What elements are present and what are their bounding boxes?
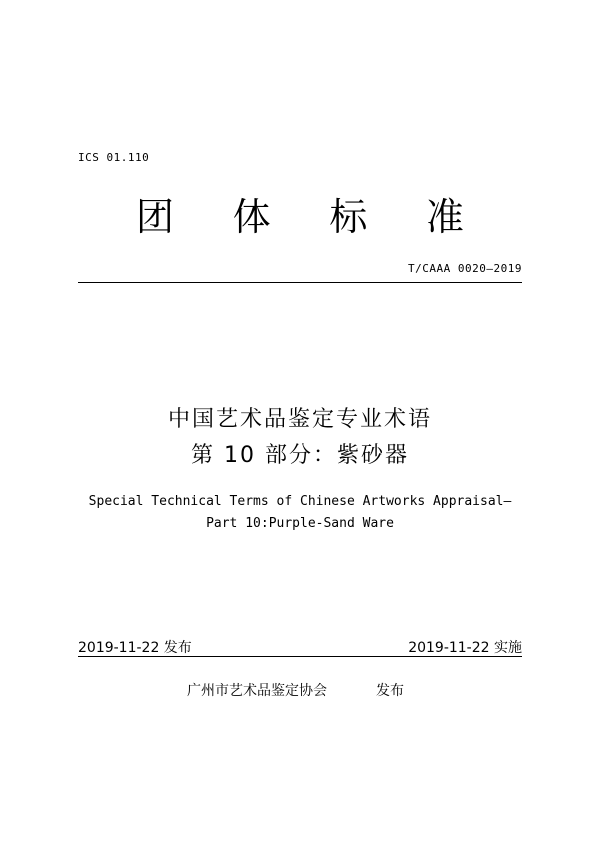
standard-number: T/CAAA 0020—2019 bbox=[408, 262, 522, 275]
implementation-date: 2019-11-22 实施 bbox=[408, 640, 522, 656]
english-title-line-1: Special Technical Terms of Chinese Artworks Appraisal— bbox=[88, 494, 512, 509]
standard-type-char: 体 bbox=[232, 195, 271, 239]
issue-date: 2019-11-22 发布 bbox=[78, 640, 192, 656]
chinese-title-line-2: 第 10 部分：紫砂器 bbox=[191, 443, 409, 468]
publisher-name: 广州市艺术品鉴定协会 bbox=[187, 683, 327, 699]
chinese-title-line-1: 中国艺术品鉴定专业术语 bbox=[167, 407, 432, 432]
footer-divider bbox=[78, 656, 522, 657]
standard-type-char: 标 bbox=[329, 195, 368, 239]
publish-label: 发布 bbox=[376, 683, 404, 699]
standard-type-char: 团 bbox=[136, 195, 175, 239]
ics-code: ICS 01.110 bbox=[78, 151, 150, 164]
standard-type-heading bbox=[78, 192, 522, 242]
standard-type-char: 准 bbox=[425, 195, 464, 239]
header-divider bbox=[78, 282, 522, 283]
english-title-line-2: Part 10:Purple-Sand Ware bbox=[206, 516, 394, 531]
